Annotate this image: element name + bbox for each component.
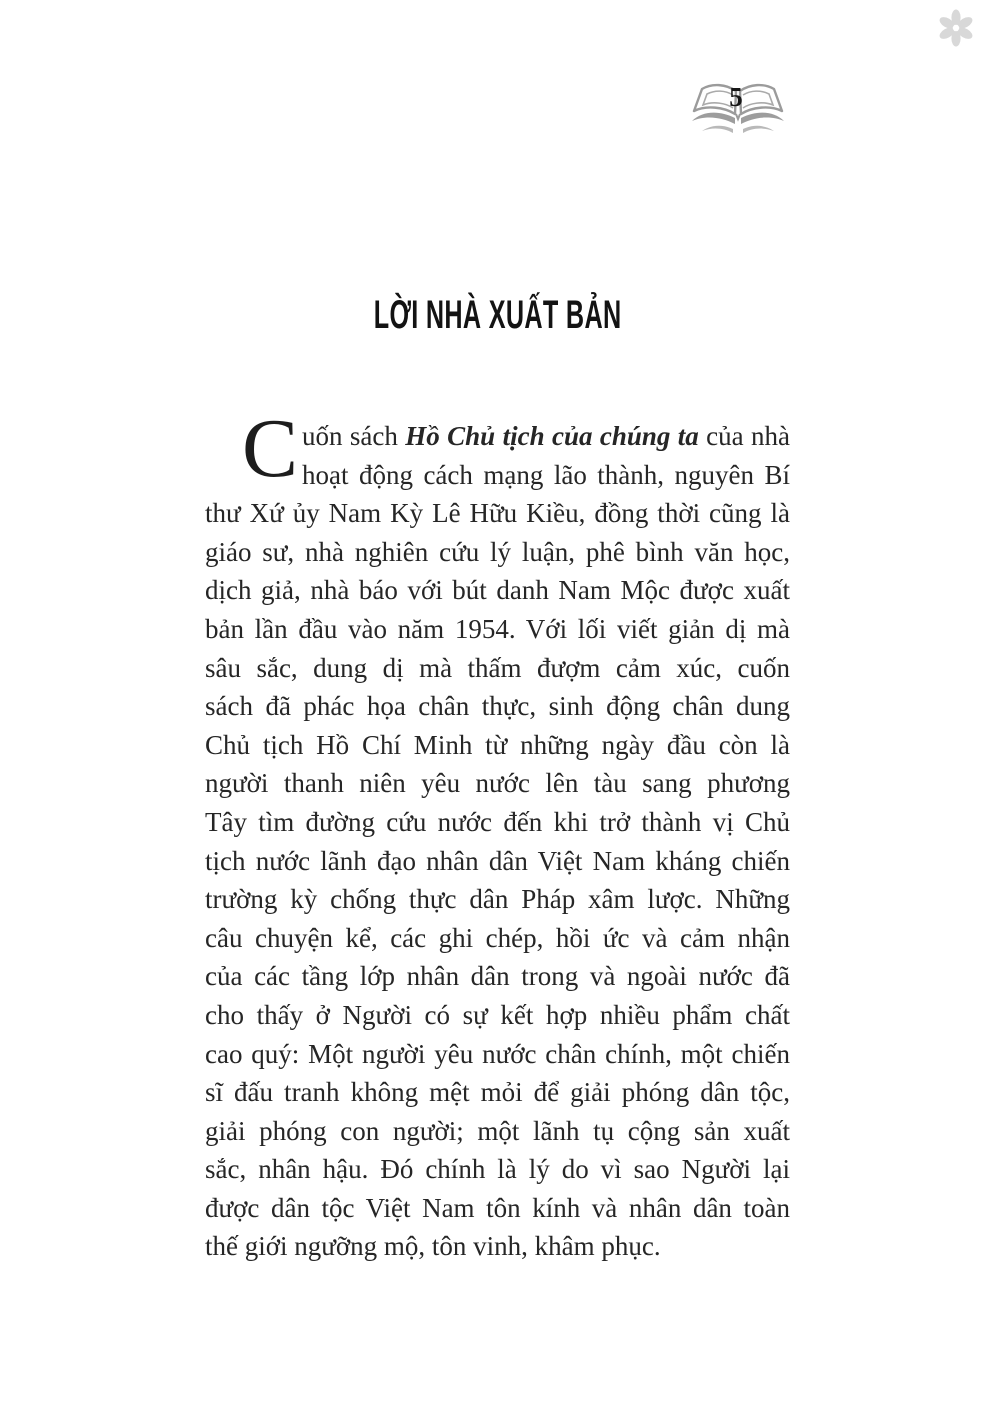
book-title-italic: Hồ Chủ tịch của chúng ta [405, 421, 699, 451]
body-line: Chủ tịch Hồ Chí Minh từ những ngày đầu còn là [205, 729, 790, 760]
body-line: câu chuyện kể, các ghi chép, hồi ức và cảm nhận [205, 922, 790, 953]
body-line: thư Xứ ủy Nam Kỳ Lê Hữu Kiều, đồng thời cũng là [205, 498, 790, 529]
page-title-text: LỜI NHÀ XUẤT BẢN [373, 293, 622, 337]
body-line: giáo sư, nhà nghiên cứu lý luận, phê bình văn học, [205, 536, 790, 567]
page-number-badge [688, 80, 788, 138]
body-line: giải phóng con người; một lãnh tụ cộng sản xuất [205, 1115, 790, 1146]
body-line: được dân tộc Việt Nam tôn kính và nhân dân toàn [205, 1192, 790, 1223]
body-line: bản lần đầu vào năm 1954. Với lối viết giản dị mà [205, 613, 790, 644]
body-line-tail: của nhà [706, 421, 791, 451]
body-line: hoạt động cách mạng lão thành, nguyên Bí [302, 459, 790, 490]
body-line: sắc, nhân hậu. Đó chính là lý do vì sao Người lại [205, 1154, 790, 1185]
body-line: sách đã phác họa chân thực, sinh động chân dung [205, 691, 790, 722]
body-line-lead: uốn sách [302, 421, 398, 451]
body-line: sâu sắc, dung dị mà thấm đượm cảm xúc, cuốn [205, 652, 790, 683]
flower-ornament-icon [936, 8, 976, 48]
body-line: người thanh niên yêu nước lên tàu sang phương [205, 768, 790, 799]
body-line: cho thấy ở Người có sự kết hợp nhiều phẩm chất [205, 999, 790, 1030]
body-line: dịch giả, nhà báo với bút danh Nam Mộc được xuất [205, 575, 790, 606]
body-line: tịch nước lãnh đạo nhân dân Việt Nam kháng chiến [205, 845, 790, 876]
body-line: thế giới ngưỡng mộ, tôn vinh, khâm phục. [205, 1231, 661, 1262]
body-text [205, 417, 790, 1266]
body-lines [205, 456, 790, 1266]
page-title [205, 292, 790, 338]
drop-cap: C [242, 402, 299, 495]
body-line: Tây tìm đường cứu nước đến khi trở thành vị Chủ [205, 806, 790, 837]
body-line: cao quý: Một người yêu nước chân chính, một chiến [205, 1038, 790, 1069]
body-line: sĩ đấu tranh không mệt mỏi để giải phóng dân tộc, [205, 1077, 790, 1108]
page-number: 5 [729, 82, 743, 112]
body-line: của các tầng lớp nhân dân trong và ngoài nước đã [205, 961, 790, 992]
body-line: trường kỳ chống thực dân Pháp xâm lược. Những [205, 884, 790, 915]
body-line [205, 417, 790, 456]
